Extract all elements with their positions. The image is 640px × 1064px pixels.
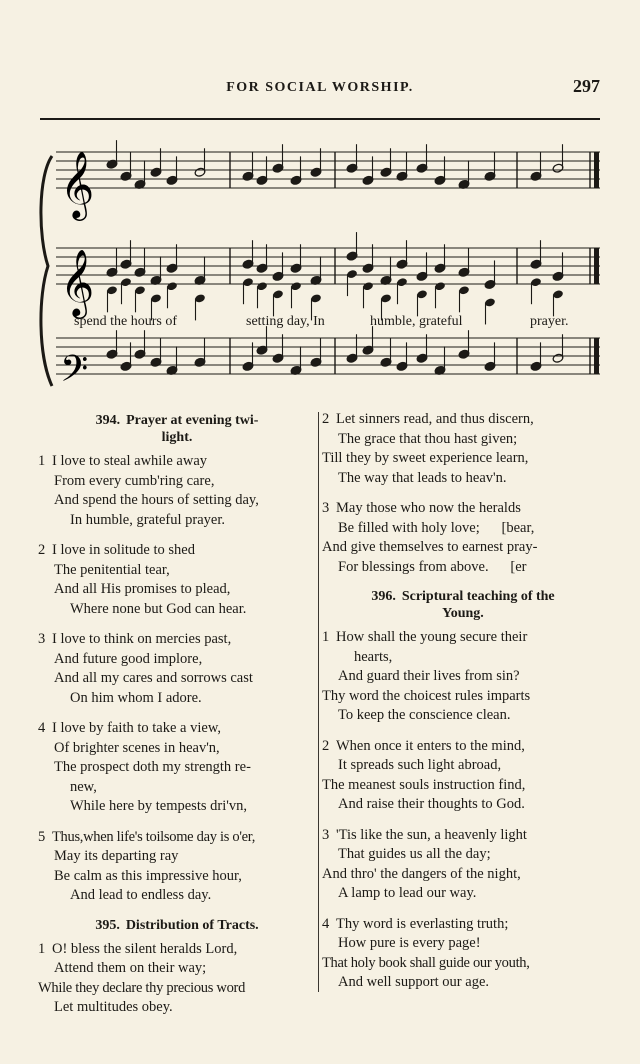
stanza-number: 1 xyxy=(38,453,46,469)
hymn-395 xyxy=(38,917,316,1018)
final-bar-thick xyxy=(594,338,599,374)
verse-line: And spend the hours of setting day, xyxy=(54,492,259,508)
verse-text: Let sinners read, and thus discern, xyxy=(336,411,534,427)
lyric-segment: humble, grateful xyxy=(370,314,463,329)
verse-line xyxy=(322,737,604,757)
stanza-number: 3 xyxy=(322,826,330,843)
stanza xyxy=(322,628,604,726)
verse-text: I love to think on mercies past, xyxy=(52,631,232,647)
hymn-title-text: Prayer at evening twi- xyxy=(126,413,259,428)
verse-text: When once it enters to the mind, xyxy=(336,737,525,754)
verse-line: Thy word the choicest rules imparts xyxy=(322,687,531,704)
page-number: 297 xyxy=(573,76,600,96)
treble-clef-top: 𝄞 xyxy=(60,150,95,218)
verse-line: The prospect doth my strength re- xyxy=(54,759,251,775)
stanza xyxy=(38,630,316,708)
verse-text: O! bless the silent heralds Lord, xyxy=(52,940,238,957)
stanza xyxy=(38,719,316,817)
running-head xyxy=(40,76,600,102)
verse-line: It spreads such light abroad, xyxy=(338,757,502,773)
verse-line xyxy=(322,628,604,648)
verse-line: While they declare thy precious word xyxy=(38,979,246,996)
stanza xyxy=(322,410,604,488)
stanza-number: 1 xyxy=(322,629,330,645)
verse-text: I love in solitude to shed xyxy=(52,542,195,558)
hymn-title-line: Young. xyxy=(442,606,484,621)
hymn-title-line xyxy=(38,412,316,429)
verse-line: A lamp to lead our way. xyxy=(338,885,477,901)
stanza-number: 5 xyxy=(38,828,45,845)
verse-text: May those who now the heralds xyxy=(336,500,521,516)
lyric-segment: spend the hours of xyxy=(74,314,178,329)
verse-line: And lead to endless day. xyxy=(70,887,212,903)
hymn-title-text: Scriptural teaching of the xyxy=(401,589,555,604)
verse-line: From every cumb'ring care, xyxy=(54,472,215,489)
column-divider xyxy=(318,412,319,992)
verse-line: The penitential tear, xyxy=(54,561,170,578)
verse-line: And all His promises to plead, xyxy=(54,581,231,597)
verse-line: That holy book shall guide our youth, xyxy=(322,954,530,971)
verse-line: Attend them on their way; xyxy=(54,960,207,976)
verse-line xyxy=(322,499,604,519)
verse-line: Let multitudes obey. xyxy=(54,999,173,1015)
hymn-title-line xyxy=(38,917,316,934)
stanza xyxy=(322,499,604,577)
hymn-number: 395. xyxy=(95,917,120,933)
treble-clef-middle: 𝄞 xyxy=(60,248,95,316)
verse-line: And give themselves to earnest pray- xyxy=(322,539,538,555)
stanza-number: 2 xyxy=(322,411,330,427)
hymn-title-line: light. xyxy=(161,430,193,445)
verse-line xyxy=(322,826,604,846)
stanza xyxy=(322,737,604,815)
verse-line: And well support our age. xyxy=(338,974,490,990)
stanza xyxy=(38,541,316,619)
system-brace xyxy=(41,156,52,386)
verse-line xyxy=(38,828,316,848)
bar-lines xyxy=(230,152,599,374)
running-title: FOR SOCIAL WORSHIP. xyxy=(226,80,414,95)
verse-line: And thro' the dangers of the night, xyxy=(322,865,521,882)
verse-line xyxy=(322,410,604,430)
verse-line: hearts, xyxy=(354,648,393,665)
verse-line xyxy=(38,940,316,960)
verse-line xyxy=(38,719,316,739)
hymn-394 xyxy=(38,412,316,906)
hymn-title-line xyxy=(322,588,604,605)
verse-text: 'Tis like the sun, a heavenly light xyxy=(336,826,527,843)
stanza xyxy=(38,828,316,906)
verse-line xyxy=(38,452,316,472)
verse-line: To keep the conscience clean. xyxy=(338,707,511,723)
verse-line: That guides us all the day; xyxy=(338,846,491,862)
hymn-number: 394. xyxy=(95,413,121,428)
stanza-number: 3 xyxy=(38,631,46,647)
verse-line xyxy=(38,541,316,561)
verse-line: And raise their thoughts to God. xyxy=(338,796,525,812)
stanza-number: 3 xyxy=(322,500,330,516)
hymn-396 xyxy=(322,588,604,993)
music-score xyxy=(30,136,610,396)
verse-text: Thy word is everlasting truth; xyxy=(336,915,509,932)
verse-line: On him whom I adore. xyxy=(70,689,202,706)
verse-line: Of brighter scenes in heav'n, xyxy=(54,739,220,756)
right-column xyxy=(322,410,604,1004)
hymn-395-continued xyxy=(322,410,604,577)
music-lyrics xyxy=(74,314,594,334)
header-rule xyxy=(40,118,600,120)
hymn-title xyxy=(322,588,604,622)
stanza xyxy=(38,940,316,1018)
hymn-number: 396. xyxy=(371,589,396,604)
clefs xyxy=(60,150,94,396)
verse-line: Where none but God can hear. xyxy=(70,600,247,617)
stanza xyxy=(322,826,604,904)
verse-line: Be filled with holy love; [bear, xyxy=(338,519,535,536)
hymn-title xyxy=(38,412,316,446)
hymn-title-text: Distribution of Tracts. xyxy=(125,917,259,933)
verse-line: May its departing ray xyxy=(54,848,179,864)
verse-line: And all my cares and sorrows cast xyxy=(54,670,253,686)
final-bar-thick xyxy=(594,152,599,188)
verse-line: And future good implore, xyxy=(54,650,203,667)
verse-text: I love to steal awhile away xyxy=(52,453,208,469)
left-column xyxy=(38,410,316,1029)
stanza-number: 2 xyxy=(38,542,46,558)
lyric-segment: setting day, In xyxy=(246,314,325,329)
verse-line: While here by tempests dri'vn, xyxy=(70,798,247,814)
stanza-number: 2 xyxy=(322,737,330,754)
verse-line: new, xyxy=(70,778,97,795)
lyric-segment: prayer. xyxy=(530,314,569,329)
stanza-number: 1 xyxy=(38,940,46,957)
verse-line: Till they by sweet experience learn, xyxy=(322,450,529,466)
verse-text: Thus,when life's toilsome day is o'er, xyxy=(52,828,256,845)
verse-text: How shall the young secure their xyxy=(336,629,528,645)
verse-line: And guard their lives from sin? xyxy=(338,668,520,684)
verse-text: I love by faith to take a view, xyxy=(52,720,221,736)
verse-line xyxy=(38,630,316,650)
hymn-title xyxy=(38,917,316,934)
verse-line: The way that leads to heav'n. xyxy=(338,469,507,486)
verse-line: The meanest souls instruction find, xyxy=(322,776,526,793)
stanza xyxy=(38,452,316,530)
stanza xyxy=(322,915,604,993)
stanza-number: 4 xyxy=(38,720,46,736)
verse-line: For blessings from above. [er xyxy=(338,558,527,575)
verse-line xyxy=(322,915,604,935)
bass-clef: 𝄢 xyxy=(60,348,89,396)
final-bar-thick xyxy=(594,248,599,284)
verse-line: How pure is every page! xyxy=(338,935,481,951)
verse-line: The grace that thou hast given; xyxy=(338,430,518,447)
verse-line: In humble, grateful prayer. xyxy=(70,511,226,528)
verse-line: Be calm as this impressive hour, xyxy=(54,867,242,884)
stanza-number: 4 xyxy=(322,915,330,932)
